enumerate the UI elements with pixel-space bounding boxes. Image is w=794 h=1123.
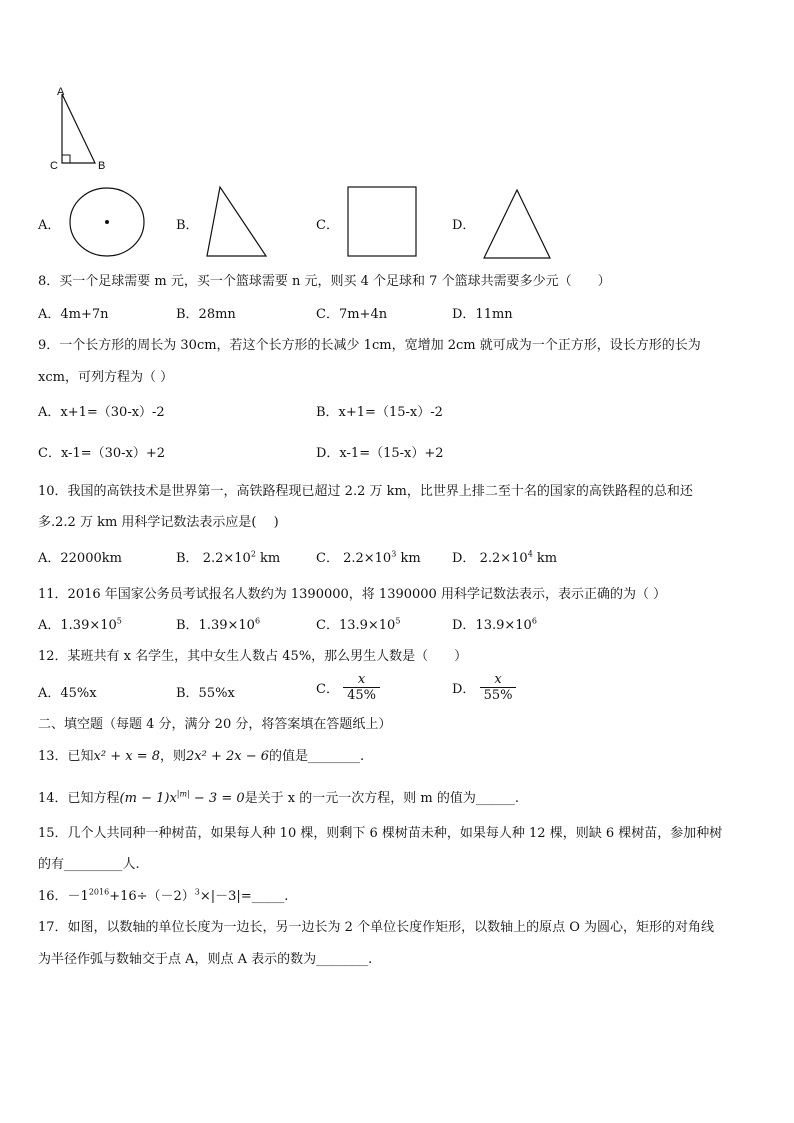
q13-equation-1: x² + x = 8 xyxy=(93,749,161,764)
q10-option-b-mantissa: 2.2×10 xyxy=(202,551,251,566)
q13-prefix: 13．已知 xyxy=(38,749,94,764)
question-12-stem: 12．某班共有 x 名学生，其中女生人数占 45%，那么男生人数是（ ） xyxy=(38,649,468,664)
vertex-b-label: B xyxy=(98,160,106,172)
q14-suffix[interactable]: 是关于 x 的一元一次方程，则 m 的值为______. xyxy=(244,791,519,806)
question-9-stem-line1: 9．一个长方形的周长为 30cm，若这个长方形的长减少 1cm，宽增加 2cm 就可成为一个正方形，设长方形的长为 xyxy=(38,338,701,353)
q12-option-a[interactable]: A．45%x xyxy=(38,686,97,701)
obtuse-triangle-figure xyxy=(202,184,272,260)
question-16[interactable] xyxy=(38,885,288,904)
q10-option-b[interactable] xyxy=(176,547,280,566)
q8-option-d[interactable]: D．11mn xyxy=(452,307,513,322)
q12-option-c-denominator: 45% xyxy=(347,688,376,703)
q10-option-c[interactable] xyxy=(316,547,421,566)
q13-equation-2: 2x² + 2x − 6 xyxy=(186,749,270,764)
q10-option-b-exponent: 2 xyxy=(250,549,256,559)
q12-option-c[interactable] xyxy=(316,672,380,703)
q11-option-d-base: D．13.9×10 xyxy=(452,618,532,633)
circle-figure xyxy=(68,186,148,260)
q11-option-b-base: B．1.39×10 xyxy=(176,618,255,633)
question-17-line1: 17．如图，以数轴的单位长度为一边长，另一边长为 2 个单位长度作矩形，以数轴上的原点 O 为圆心，矩形的对角线 xyxy=(38,920,715,935)
q16-prefix: 16．－1 xyxy=(38,889,89,904)
section-2-heading: 二、填空题（每题 4 分，满分 20 分，将答案填在答题纸上） xyxy=(38,717,392,732)
q11-option-c-exponent: 5 xyxy=(395,616,401,626)
q10-option-c-prefix: C． xyxy=(316,551,339,566)
question-14 xyxy=(38,787,519,806)
q14-equation-exponent: |m| xyxy=(176,789,190,799)
q8-option-b[interactable]: B．28mn xyxy=(176,307,236,322)
q11-option-c[interactable] xyxy=(316,614,400,633)
q12-option-d-denominator: 55% xyxy=(483,688,513,703)
q7-option-c-label[interactable]: C． xyxy=(316,218,339,233)
q16-exponent-1: 2016 xyxy=(88,887,110,897)
q9-option-d[interactable]: D．x-1=（15-x）+2 xyxy=(316,446,444,461)
question-17-line2[interactable]: 为半径作弧与数轴交于点 A，则点 A 表示的数为________. xyxy=(38,952,373,967)
q11-option-d-exponent: 6 xyxy=(531,616,537,626)
q9-option-c[interactable]: C．x-1=（30-x）+2 xyxy=(38,446,166,461)
q12-option-d-fraction xyxy=(480,672,517,703)
q12-option-c-prefix: C． xyxy=(316,682,339,697)
q14-prefix: 14．已知方程 xyxy=(38,791,120,806)
q10-option-d-exponent: 4 xyxy=(527,549,533,559)
q11-option-b[interactable] xyxy=(176,614,260,633)
q10-option-b-prefix: B． xyxy=(176,551,199,566)
q12-option-b[interactable]: B．55%x xyxy=(176,686,235,701)
q9-option-a[interactable]: A．x+1=（30-x）-2 xyxy=(38,405,165,420)
question-11-stem: 11．2016 年国家公务员考试报名人数约为 1390000，将 1390000 用科学记数法表示，表示正确的为（ ） xyxy=(38,587,667,602)
q10-option-d-unit: km xyxy=(536,551,558,566)
q7-option-b-label[interactable]: B． xyxy=(176,218,199,233)
question-15-line1: 15．几个人共同种一种树苗，如果每人种 10 棵，则剩下 6 棵树苗未种，如果每人种 12 棵，则缺 6 棵树苗，参加种树 xyxy=(38,826,723,841)
q12-option-c-numerator: x xyxy=(343,672,380,688)
q11-option-c-base: C．13.9×10 xyxy=(316,618,396,633)
question-13 xyxy=(38,745,364,764)
question-10-stem-line2: 多.2.2 万 km 用科学记数法表示应是( ) xyxy=(38,515,279,530)
q10-option-c-unit: km xyxy=(400,551,421,566)
question-9-stem-line2: xcm，可列方程为（ ） xyxy=(38,370,174,385)
square-figure xyxy=(346,185,420,259)
q12-option-d[interactable] xyxy=(452,672,516,703)
q12-option-d-prefix: D． xyxy=(452,682,476,697)
q8-option-a[interactable]: A．4m+7n xyxy=(38,307,109,322)
isosceles-triangle-figure xyxy=(480,187,554,261)
vertex-a-label: A xyxy=(57,86,65,98)
q7-option-a-label[interactable]: A． xyxy=(38,218,61,233)
q11-option-b-exponent: 6 xyxy=(254,616,261,626)
question-15-line2[interactable]: 的有_________人. xyxy=(38,857,140,872)
q16-suffix: ×|－3|=_____. xyxy=(199,889,289,904)
q8-option-c[interactable]: C．7m+4n xyxy=(316,307,388,322)
q10-option-b-unit: km xyxy=(260,551,281,566)
q11-option-d[interactable] xyxy=(452,614,537,633)
q11-option-a-base: A．1.39×10 xyxy=(38,618,117,633)
q7-option-d-label[interactable]: D． xyxy=(452,218,476,233)
vertex-c-label: C xyxy=(50,160,58,172)
q10-option-d-mantissa: 2.2×10 xyxy=(479,551,528,566)
q10-option-d-prefix: D． xyxy=(452,551,476,566)
q12-option-d-numerator: x xyxy=(480,672,517,688)
q12-option-c-fraction xyxy=(343,672,380,703)
question-10-stem-line1: 10．我国的高铁技术是世界第一，高铁路程现已超过 2.2 万 km，比世界上排二至十名的国家的高铁路程的总和还 xyxy=(38,484,693,499)
q10-option-c-exponent: 3 xyxy=(391,549,397,559)
q13-middle: ，则 xyxy=(160,749,187,764)
q10-option-a[interactable]: A．22000km xyxy=(38,551,122,566)
q14-equation-base: (m − 1)x xyxy=(119,791,177,806)
q14-equation-tail: − 3 = 0 xyxy=(189,791,245,806)
q16-exponent-2: 3 xyxy=(194,887,200,897)
question-8-stem: 8．买一个足球需要 m 元，买一个篮球需要 n 元，则买 4 个足球和 7 个篮球共需要多少元（ ） xyxy=(38,274,611,289)
q9-option-b[interactable]: B．x+1=（15-x）-2 xyxy=(316,405,443,420)
q10-option-d[interactable] xyxy=(452,547,557,566)
q11-option-a-exponent: 5 xyxy=(116,616,122,626)
q16-middle: +16÷（－2） xyxy=(109,889,195,904)
q10-option-c-mantissa: 2.2×10 xyxy=(343,551,392,566)
q11-option-a[interactable] xyxy=(38,614,122,633)
q13-suffix[interactable]: 的值是________. xyxy=(269,749,365,764)
